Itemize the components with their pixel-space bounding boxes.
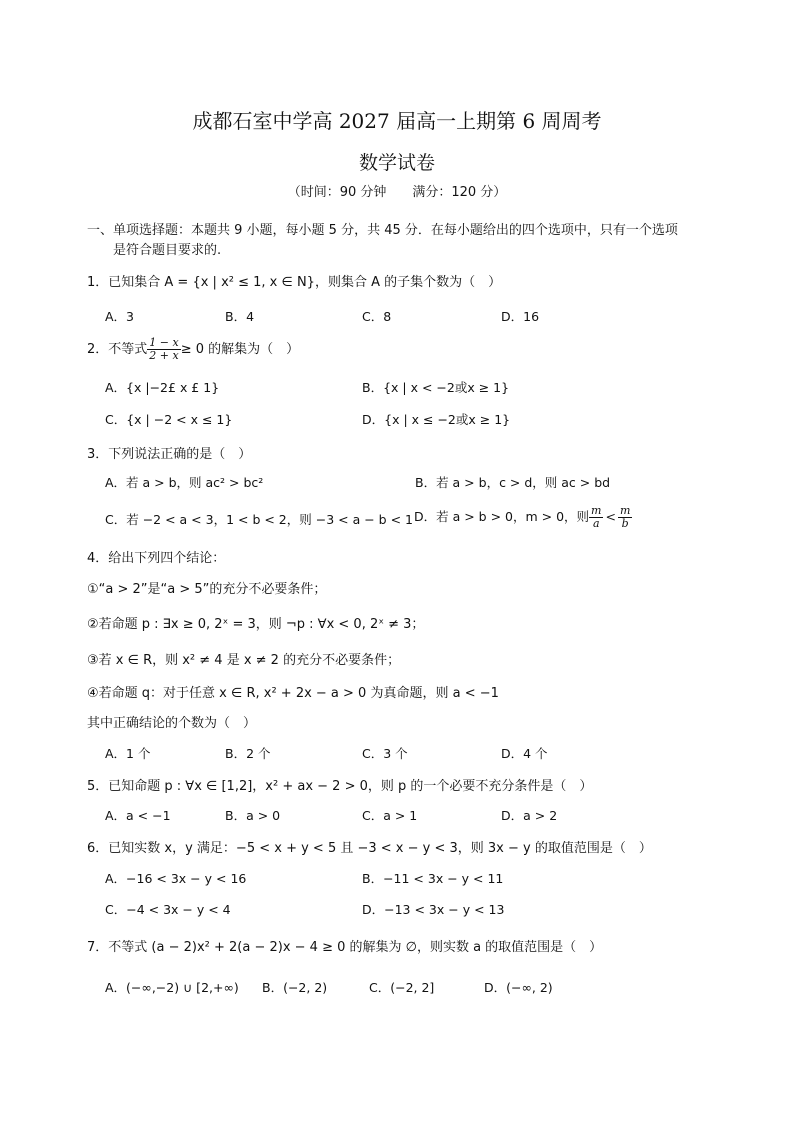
question-3-option-b[interactable]: B．若 a > b，c > d，则 ac > bd [415,475,611,490]
question-4-stem: 4．给出下列四个结论： [87,551,226,566]
question-6-option-a[interactable]: A．−16 < 3x − y < 16 [105,871,247,886]
question-1-option-a[interactable]: A．3 [105,309,135,324]
fraction-numerator: m [591,504,602,517]
question-2-fraction-numerator: 1 − x [149,336,179,349]
fraction-denominator: a [592,517,600,530]
question-4-statement-3: ③若 x ∈ R，则 x² ≠ 4 是 x ≠ 2 的充分不必要条件； [87,653,401,668]
question-6-option-d[interactable]: D．−13 < 3x − y < 13 [362,902,505,917]
less-than-sign: < [605,509,616,524]
question-4-option-b[interactable]: B．2 个 [225,746,271,761]
exam-title: 成都石室中学高 2027 届高一上期第 6 周周考 [192,109,602,133]
question-2-suffix: ≥ 0 的解集为（ ） [180,342,300,357]
section-heading-line1: 一、单项选择题：本题共 9 小题，每小题 5 分，共 45 分．在每小题给出的四个选项中，只有一个选项 [87,223,678,238]
question-4-option-d[interactable]: D．4 个 [501,746,548,761]
question-1-option-b[interactable]: B．4 [225,309,255,324]
question-7-option-b[interactable]: B．(−2, 2) [262,980,328,995]
question-2-option-a[interactable]: A．{x |−2£ x £ 1} [105,380,220,395]
fraction-denominator: b [621,517,629,530]
question-3-option-c[interactable]: C．若 −2 < a < 3，1 < b < 2，则 −3 < a − b < 1 [105,512,413,527]
question-6-stem: 6．已知实数 x，y 满足：−5 < x + y < 5 且 −3 < x − y < 3，则 3x − y 的取值范围是（ ） [87,841,652,856]
question-5-option-c[interactable]: C．a > 1 [362,808,418,823]
question-4-statement-4: ④若命题 q：对于任意 x ∈ R, x² + 2x − a > 0 为真命题，则 a < −1 [87,686,499,701]
question-2-option-c[interactable]: C．{x | −2 < x ≤ 1} [105,412,233,427]
question-6-option-b[interactable]: B．−11 < 3x − y < 11 [362,871,504,886]
question-4-statement-1: ①“a > 2”是“a > 5”的充分不必要条件； [87,582,327,597]
question-3-option-a[interactable]: A．若 a > b，则 ac² > bc² [105,475,264,490]
question-4-ask: 其中正确结论的个数为（ ） [87,716,257,731]
question-4-option-c[interactable]: C．3 个 [362,746,408,761]
question-6-option-c[interactable]: C．−4 < 3x − y < 4 [105,902,231,917]
question-3-option-d[interactable] [414,502,632,532]
question-7-option-c[interactable]: C．(−2, 2] [369,980,435,995]
question-1-stem: 1．已知集合 A = {x | x² ≤ 1, x ∈ N}，则集合 A 的子集个数为（ ） [87,275,502,290]
question-5-stem: 5．已知命题 p : ∀x ∈ [1,2]，x² + ax − 2 > 0，则 p 的一个必要不充分条件是（ ） [87,779,593,794]
question-1-option-c[interactable]: C．8 [362,309,392,324]
question-2-option-b[interactable]: B．{x | x < −2或x ≥ 1} [362,380,510,395]
question-2-stem [87,335,299,365]
question-7-option-a[interactable]: A．(−∞,−2) ∪ [2,+∞) [105,980,239,995]
section-heading-line2: 是符合题目要求的. [113,243,222,258]
question-7-option-d[interactable]: D．(−∞, 2) [484,980,553,995]
exam-meta: （时间：90 分钟 满分：120 分） [287,185,507,200]
question-3-stem: 3．下列说法正确的是（ ） [87,447,252,462]
question-4-statement-2: ②若命题 p : ∃x ≥ 0, 2ˣ = 3，则 ¬p : ∀x < 0, 2ˣ ≠ 3； [87,617,425,632]
question-3-option-d-fraction-2 [618,505,632,530]
question-2-option-d[interactable]: D．{x | x ≤ −2或x ≥ 1} [362,412,511,427]
question-2-fraction [147,337,180,362]
question-2-fraction-denominator: 2 + x [149,349,179,362]
question-1-option-d[interactable]: D．16 [501,309,540,324]
fraction-numerator: m [619,504,631,517]
question-3-option-d-prefix: D．若 a > b > 0，m > 0，则 [414,509,590,524]
question-5-option-b[interactable]: B．a > 0 [225,808,281,823]
question-5-option-a[interactable]: A．a < −1 [105,808,171,823]
question-3-option-d-fraction-1 [589,505,603,530]
question-2-prefix: 2．不等式 [87,342,148,357]
exam-subtitle: 数学试卷 [358,152,435,174]
question-4-option-a[interactable]: A．1 个 [105,746,151,761]
question-5-option-d[interactable]: D．a > 2 [501,808,558,823]
question-7-stem: 7．不等式 (a − 2)x² + 2(a − 2)x − 4 ≥ 0 的解集为 ∅，则实数 a 的取值范围是（ ） [87,940,603,955]
